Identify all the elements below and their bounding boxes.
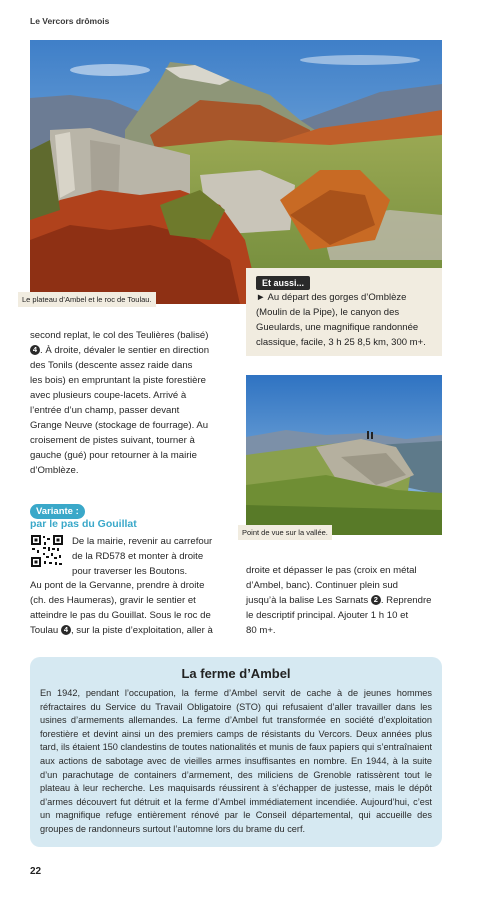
main-text-line: avec plusieurs coupe-lacets. Arrivé à bbox=[30, 390, 187, 401]
right-col-line: 80 m+. bbox=[246, 625, 276, 636]
variante-line-part: , sur la piste d’exploitation, aller à bbox=[70, 625, 213, 636]
running-header: Le Vercors drômois bbox=[30, 16, 110, 26]
variante-header bbox=[30, 501, 85, 519]
page-number: 22 bbox=[30, 866, 42, 877]
variante-line: (ch. des Haumeras), gravir le sentier et bbox=[30, 595, 196, 606]
photo-plateau-ambel bbox=[30, 40, 442, 304]
ferme-text: En 1942, pendant l’occupation, la ferme d’Ambel servit de cache à de jeunes hommes réfractaires du Service du Travail Obligatoire (STO) qui refusaient d’aller travailler dans les usines d’armements allemandes. La ferme d’Ambel fut transformée en société d’exploitation forestière et devint ainsi un des premiers camps de résistants du Vercors. Deux années plus tard, ils étaient 150 clandestins de toutes nationalités et munis de faux papiers qui s’entraînaient aux actions de sabotage avec de vieilles armes insuffisantes en nombre. En 1944, à la suite d’un parachutage de containers d’armement, des miliciens de Grenoble ratissèrent tout le plateau à leur recherche. Les maquisards réussirent à s’échapper de justesse, mais le dépôt d’armes découvert fut détruit et la ferme d’Ambel immédiatement incendiée. Aujourd’hui, c’est un magnifique refuge entièrement rénové par le Conseil départemental, qui accueille des groupes de randonneurs surtout l’automne lors du brame du cerf. bbox=[40, 688, 432, 834]
waypoint-marker-4: 4 bbox=[61, 625, 71, 635]
main-text-line: 4 . À droite, dévaler le sentier en direction bbox=[30, 343, 236, 358]
main-text-line: des Tonils (descente assez raide dans bbox=[30, 360, 193, 371]
photo-vallee bbox=[246, 375, 442, 535]
main-text-line: croisement de pistes suivant, tourner à bbox=[30, 435, 195, 446]
right-col-line bbox=[246, 593, 446, 608]
right-col-line-part: jusqu’à la balise Les Sarnats bbox=[246, 595, 369, 606]
et-aussi-text: ► Au départ des gorges d’Omblèze (Moulin de la Pipe), le canyon des Gueulards, une magnifique randonnée classique, facile, 3 h 25 8,5 km, 300 m+. bbox=[256, 292, 426, 348]
variante-qr-line: De la mairie, revenir au carrefour bbox=[72, 536, 213, 547]
main-text-line-part: À droite, dévaler le sentier en direction bbox=[45, 345, 210, 356]
main-text-line: les bois) en empruntant la piste forestière bbox=[30, 375, 206, 386]
variante-qr-text bbox=[72, 534, 242, 579]
main-text-line: gauche (gué) pour retourner à la mairie bbox=[30, 450, 197, 461]
variante-line: atteindre le pas du Gouillat. Sous le roc de bbox=[30, 610, 211, 621]
right-col-line: le descriptif principal. Ajouter 1 h 10 et bbox=[246, 610, 409, 621]
variante-qr-line: de la RD578 et monter à droite bbox=[72, 551, 204, 562]
photo-caption-plateau: Le plateau d’Ambel et le roc de Toulau. bbox=[18, 292, 156, 307]
main-text-line: l’entrée d’un champ, passer devant bbox=[30, 405, 180, 416]
variante-text bbox=[30, 578, 242, 638]
ferme-title: La ferme d’Ambel bbox=[181, 666, 291, 681]
right-col-line-part: . Reprendre bbox=[380, 595, 432, 606]
main-text-line: second replat, le col des Teulières (balisé) bbox=[30, 330, 209, 341]
variante-qr-line: pour traverser les Boutons. bbox=[72, 566, 188, 577]
ferme-ambel-box bbox=[30, 657, 442, 847]
photo-caption-vallee: Point de vue sur la vallée. bbox=[238, 525, 332, 540]
variante-subtitle: par le pas du Gouillat bbox=[30, 518, 137, 530]
qr-code-icon bbox=[30, 534, 64, 568]
right-column-text bbox=[246, 563, 446, 638]
variante-line: Au pont de la Gervanne, prendre à droite bbox=[30, 580, 205, 591]
main-text-line: d’Omblèze. bbox=[30, 465, 79, 476]
et-aussi-box bbox=[246, 268, 442, 356]
variante-label: Variante : bbox=[30, 504, 85, 519]
right-col-line: droite et dépasser le pas (croix en métal bbox=[246, 565, 417, 576]
et-aussi-title: Et aussi... bbox=[256, 276, 310, 290]
variante-line bbox=[30, 623, 242, 638]
main-text-line: Grange Neuve (stockage de fourrage). Au bbox=[30, 420, 209, 431]
waypoint-marker-2: 2 bbox=[371, 595, 381, 605]
main-text-block bbox=[30, 328, 236, 478]
waypoint-marker-4: 4 bbox=[30, 345, 40, 355]
variante-line-part: Toulau bbox=[30, 625, 59, 636]
right-col-line: d’Ambel, banc). Continuer plein sud bbox=[246, 580, 398, 591]
